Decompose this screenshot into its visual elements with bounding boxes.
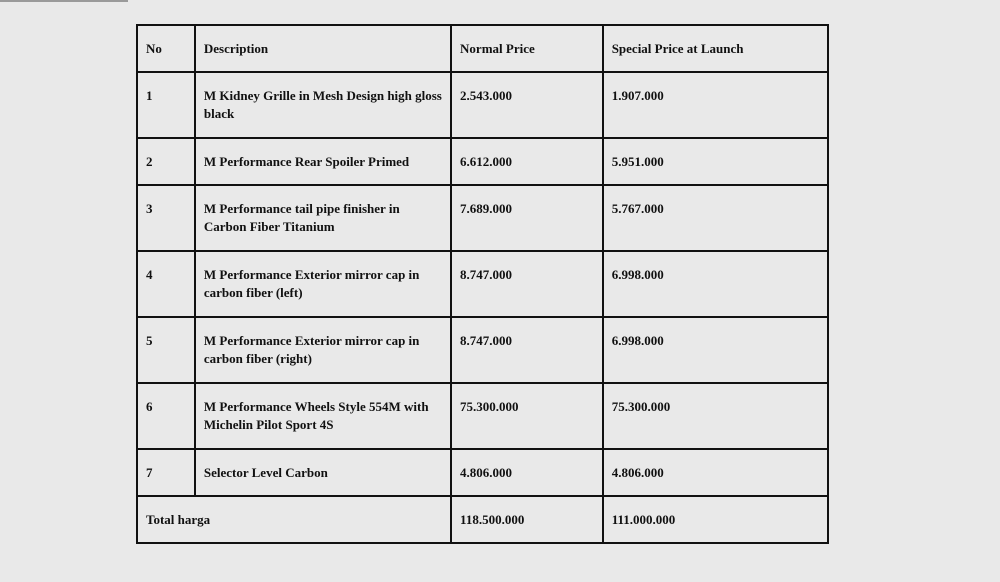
cell-description: M Kidney Grille in Mesh Design high gloss black xyxy=(195,72,451,138)
cell-no: 1 xyxy=(137,72,195,138)
cell-no: 7 xyxy=(137,449,195,496)
cell-special-price: 5.767.000 xyxy=(603,185,828,251)
table-row xyxy=(137,449,828,496)
total-row xyxy=(137,496,828,543)
cell-normal-price: 7.689.000 xyxy=(451,185,603,251)
cell-description: Selector Level Carbon xyxy=(195,449,451,496)
header-special-price: Special Price at Launch xyxy=(603,25,828,72)
table-row xyxy=(137,317,828,383)
cell-normal-price: 6.612.000 xyxy=(451,138,603,185)
total-special-price: 111.000.000 xyxy=(603,496,828,543)
total-label: Total harga xyxy=(137,496,451,543)
cell-description: M Performance Exterior mirror cap in carbon fiber (right) xyxy=(195,317,451,383)
cell-description: M Performance Wheels Style 554M with Michelin Pilot Sport 4S xyxy=(195,383,451,449)
table-row xyxy=(137,251,828,317)
total-normal-price: 118.500.000 xyxy=(451,496,603,543)
cell-no: 3 xyxy=(137,185,195,251)
cell-normal-price: 4.806.000 xyxy=(451,449,603,496)
cell-no: 4 xyxy=(137,251,195,317)
table-row xyxy=(137,185,828,251)
cell-special-price: 75.300.000 xyxy=(603,383,828,449)
cell-no: 5 xyxy=(137,317,195,383)
cell-normal-price: 75.300.000 xyxy=(451,383,603,449)
top-left-border-mark xyxy=(0,0,128,2)
header-description: Description xyxy=(195,25,451,72)
cell-special-price: 6.998.000 xyxy=(603,251,828,317)
table-row xyxy=(137,72,828,138)
cell-description: M Performance Rear Spoiler Primed xyxy=(195,138,451,185)
cell-special-price: 1.907.000 xyxy=(603,72,828,138)
cell-normal-price: 2.543.000 xyxy=(451,72,603,138)
header-no: No xyxy=(137,25,195,72)
cell-no: 2 xyxy=(137,138,195,185)
cell-no: 6 xyxy=(137,383,195,449)
cell-normal-price: 8.747.000 xyxy=(451,251,603,317)
price-table xyxy=(136,24,829,544)
cell-special-price: 4.806.000 xyxy=(603,449,828,496)
table-row xyxy=(137,138,828,185)
cell-special-price: 5.951.000 xyxy=(603,138,828,185)
cell-normal-price: 8.747.000 xyxy=(451,317,603,383)
table-row xyxy=(137,383,828,449)
table-header-row xyxy=(137,25,828,72)
cell-special-price: 6.998.000 xyxy=(603,317,828,383)
cell-description: M Performance Exterior mirror cap in carbon fiber (left) xyxy=(195,251,451,317)
header-normal-price: Normal Price xyxy=(451,25,603,72)
cell-description: M Performance tail pipe finisher in Carbon Fiber Titanium xyxy=(195,185,451,251)
